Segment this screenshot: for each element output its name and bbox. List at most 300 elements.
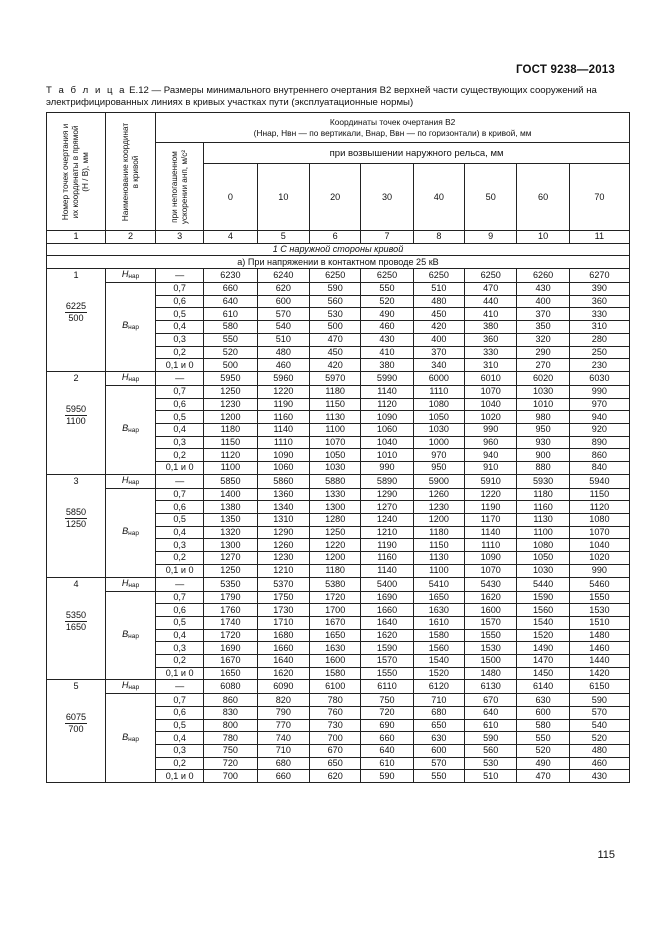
b-value: 430 [569,770,629,783]
h-label [105,371,155,385]
h-value: 6250 [310,269,361,283]
acceleration-value: 0,1 и 0 [156,462,204,475]
b-value: 1140 [257,423,309,436]
b-value: 1260 [257,539,309,552]
b-value: 790 [257,707,309,720]
acceleration-value: 0,1 и 0 [156,667,204,680]
b-value: 520 [517,745,569,758]
b-value: 1150 [569,488,629,501]
caption-label: Т а б л и ц а [46,85,127,96]
b-value: 720 [361,707,413,720]
b-value: 1460 [569,642,629,655]
b-value: 1690 [361,591,413,604]
b-value: 1050 [517,552,569,565]
h-dash: — [156,269,204,283]
b-value: 1540 [413,654,464,667]
b-value: 1100 [413,564,464,577]
b-value: 990 [361,462,413,475]
b-value: 1120 [204,449,257,462]
b-value: 1070 [465,385,517,398]
b-value: 1100 [310,423,361,436]
b-value: 500 [310,321,361,334]
b-value: 1090 [465,552,517,565]
b-subscript: нар [128,427,139,435]
column-number: 8 [413,231,464,244]
b-value: 420 [310,359,361,372]
b-value: 1200 [413,514,464,527]
h-letter: H [121,474,129,485]
h-value: 5350 [204,577,257,591]
b-value: 1750 [257,591,309,604]
acceleration-value: 0,2 [156,346,204,359]
b-value: 890 [569,436,629,449]
table-row [47,474,630,488]
b-value: 520 [204,346,257,359]
b-value: 610 [361,757,413,770]
h-value: 5910 [465,474,517,488]
b-value: 1530 [465,642,517,655]
b-value: 1230 [257,552,309,565]
b-value: 860 [569,449,629,462]
b-value: 880 [517,462,569,475]
acceleration-value: 0,6 [156,604,204,617]
b-value: 970 [413,449,464,462]
table-row [47,385,630,398]
b-value: 230 [569,359,629,372]
elevation-value: 50 [465,164,517,231]
b-value: 430 [361,333,413,346]
b-value: 750 [204,745,257,758]
acceleration-value: 0,4 [156,526,204,539]
b-value: 970 [569,398,629,411]
h-value: 6020 [517,371,569,385]
column-number: 9 [465,231,517,244]
b-value: 1700 [310,604,361,617]
b-value: 710 [413,694,464,707]
b-value: 550 [413,770,464,783]
b-value: 1040 [569,539,629,552]
b-value: 620 [310,770,361,783]
b-value: 1480 [465,667,517,680]
h-value: 6090 [257,680,309,694]
b-value: 720 [204,757,257,770]
column-number: 3 [156,231,204,244]
b-value: 950 [413,462,464,475]
b-value: 1580 [413,629,464,642]
b-value: 1270 [204,552,257,565]
b-value: 1200 [204,411,257,424]
b-value: 1300 [204,539,257,552]
b-value: 1270 [361,501,413,514]
b-value: 1630 [413,604,464,617]
b-value: 590 [465,732,517,745]
b-value: 420 [413,321,464,334]
b-value: 1130 [310,411,361,424]
h-value: 6100 [310,680,361,694]
b-value: 570 [257,308,309,321]
b-value: 580 [204,321,257,334]
b-value: 1010 [361,449,413,462]
h-subscript: нар [128,684,140,692]
h-value: 6230 [204,269,257,283]
h-value: 5900 [413,474,464,488]
b-value: 1240 [361,514,413,527]
table-row [47,269,630,283]
b-value: 1610 [413,616,464,629]
header-coordinates-line2: (Hнар, Hвн — по вертикали, Bнар, Bвн — по горизонтали) в кривой, мм [253,127,532,138]
b-value: 490 [517,757,569,770]
acceleration-value: 0,3 [156,745,204,758]
b-value: 1290 [361,488,413,501]
b-value: 1060 [361,423,413,436]
h-value: 6080 [204,680,257,694]
b-value: 1360 [257,488,309,501]
h-value: 5460 [569,577,629,591]
b-value: 540 [257,321,309,334]
b-value: 860 [204,694,257,707]
b-value: 1160 [361,552,413,565]
h-value: 6030 [569,371,629,385]
b-value: 550 [361,283,413,296]
b-subscript: нар [128,530,139,538]
table-row [47,371,630,385]
b-value: 1570 [465,616,517,629]
b-label [105,694,155,783]
b-value: 1620 [465,591,517,604]
elevation-value: 60 [517,164,569,231]
b-letter: B [122,423,129,434]
b-value: 1560 [517,604,569,617]
b-value: 1070 [569,526,629,539]
h-letter: H [121,269,129,280]
point-b: 1650 [65,621,87,632]
b-value: 510 [257,333,309,346]
acceleration-value: 0,7 [156,488,204,501]
elevation-value: 70 [569,164,629,231]
b-value: 1320 [204,526,257,539]
h-dash: — [156,577,204,591]
b-value: 530 [465,757,517,770]
b-value: 450 [413,308,464,321]
b-value: 670 [465,694,517,707]
h-value: 6150 [569,680,629,694]
h-value: 5380 [310,577,361,591]
b-value: 380 [465,321,517,334]
h-value: 6110 [361,680,413,694]
point-number: 1 [73,270,79,281]
acceleration-value: 0,1 и 0 [156,770,204,783]
column-number: 4 [204,231,257,244]
b-value: 370 [413,346,464,359]
b-value: 440 [465,295,517,308]
b-value: 1440 [569,654,629,667]
b-value: 350 [517,321,569,334]
point-b: 700 [68,724,84,735]
h-value: 5960 [257,371,309,385]
b-value: 400 [413,333,464,346]
header-coordinates-line1: Координаты точек очертания В2 [329,116,456,127]
column-number: 2 [105,231,155,244]
header-acceleration-text: при непогашенном ускорении aнп, м/с² [169,149,189,224]
h-subscript: нар [128,375,140,383]
h-letter: H [121,680,129,691]
elevation-value: 20 [310,164,361,231]
acceleration-value: 0,3 [156,642,204,655]
header-coord-name-text: Наименование координат в кривой [120,122,140,221]
b-value: 1080 [569,514,629,527]
b-value: 1030 [310,462,361,475]
b-value: 990 [465,423,517,436]
table-row [47,680,630,694]
acceleration-value: 0,5 [156,308,204,321]
b-value: 1690 [204,642,257,655]
h-value: 5950 [204,371,257,385]
b-value: 640 [204,295,257,308]
header-point-number-text: Номер точек очертания и их координаты в прямой (H / B), мм [60,123,90,220]
b-value: 1190 [465,501,517,514]
b-value: 1600 [465,604,517,617]
b-value: 550 [517,732,569,745]
caption-text: Е.12 — Размеры минимального внутреннего очертания В2 верхней части существующих сооружений на электрифицированных линиях в кривых участках пути (эксплуатационные нормы) [46,85,597,108]
b-value: 1790 [204,591,257,604]
point-h: 5350 [65,609,87,620]
b-value: 1500 [465,654,517,667]
point-h: 5850 [65,506,87,517]
point-coordinates [65,301,87,324]
point-number: 5 [73,681,79,692]
b-value: 710 [257,745,309,758]
point-h: 6075 [65,712,87,723]
column-number: 1 [47,231,106,244]
acceleration-value: 0,2 [156,757,204,770]
b-value: 520 [569,732,629,745]
b-value: 280 [569,333,629,346]
h-subscript: нар [128,478,140,486]
b-value: 1120 [361,398,413,411]
point-b: 1100 [66,415,86,426]
b-value: 1010 [517,398,569,411]
b-value: 1140 [465,526,517,539]
b-value: 1670 [310,616,361,629]
b-value: 1070 [465,564,517,577]
b-value: 1660 [257,642,309,655]
b-value: 660 [257,770,309,783]
b-value: 470 [517,770,569,783]
b-value: 1170 [465,514,517,527]
elevation-value: 40 [413,164,464,231]
acceleration-value: 0,5 [156,411,204,424]
b-value: 1210 [361,526,413,539]
b-value: 290 [517,346,569,359]
b-value: 1100 [204,462,257,475]
elevation-value: 30 [361,164,413,231]
header-coordinates [156,113,630,143]
h-value: 5440 [517,577,569,591]
h-value: 5890 [361,474,413,488]
b-value: 460 [361,321,413,334]
h-value: 6120 [413,680,464,694]
acceleration-value: 0,6 [156,295,204,308]
acceleration-value: 0,5 [156,514,204,527]
b-value: 390 [569,283,629,296]
b-value: 1340 [257,501,309,514]
b-value: 700 [310,732,361,745]
b-value: 1220 [257,385,309,398]
b-value: 360 [465,333,517,346]
point-cell [47,577,106,680]
acceleration-value: 0,7 [156,591,204,604]
column-number: 5 [257,231,309,244]
b-value: 600 [413,745,464,758]
b-value: 340 [413,359,464,372]
b-value: 1600 [310,654,361,667]
point-coordinates [65,610,87,633]
point-h: 6225 [65,301,87,312]
column-number: 7 [361,231,413,244]
b-value: 1120 [569,501,629,514]
b-value: 1250 [310,526,361,539]
b-value: 480 [569,745,629,758]
h-dash: — [156,474,204,488]
b-value: 1300 [310,501,361,514]
b-value: 1190 [257,398,309,411]
table-row [47,488,630,501]
b-value: 630 [413,732,464,745]
page-number: 115 [597,849,615,861]
h-value: 6250 [465,269,517,283]
b-value: 1560 [413,642,464,655]
acceleration-value: 0,6 [156,501,204,514]
h-value: 5990 [361,371,413,385]
table-row [47,283,630,296]
b-value: 1550 [465,629,517,642]
h-value: 5940 [569,474,629,488]
b-value: 1080 [413,398,464,411]
point-coordinates [65,507,87,530]
b-value: 1030 [413,423,464,436]
header-coord-name [105,113,155,231]
point-cell [47,371,106,474]
b-value: 1720 [204,629,257,642]
elevation-value: 10 [257,164,309,231]
b-value: 1380 [204,501,257,514]
b-value: 1670 [204,654,257,667]
b-value: 590 [569,694,629,707]
b-value: 1000 [413,436,464,449]
b-letter: B [122,526,129,537]
b-value: 1290 [257,526,309,539]
b-value: 320 [517,333,569,346]
b-letter: B [122,628,129,639]
h-value: 6260 [517,269,569,283]
standard-code: ГОСТ 9238—2013 [515,64,615,76]
column-number: 11 [569,231,629,244]
b-value: 1200 [310,552,361,565]
h-value: 6130 [465,680,517,694]
b-value: 1030 [517,385,569,398]
b-value: 1220 [465,488,517,501]
acceleration-value: 0,1 и 0 [156,564,204,577]
table-row [47,694,630,707]
b-value: 650 [413,719,464,732]
b-value: 610 [465,719,517,732]
acceleration-value: 0,2 [156,552,204,565]
h-value: 6140 [517,680,569,694]
b-value: 1110 [257,436,309,449]
b-value: 1230 [413,501,464,514]
b-value: 1280 [310,514,361,527]
b-value: 1640 [257,654,309,667]
point-h: 5950 [65,403,87,414]
b-value: 750 [361,694,413,707]
h-value: 5400 [361,577,413,591]
b-value: 780 [204,732,257,745]
b-value: 610 [204,308,257,321]
b-value: 680 [413,707,464,720]
b-value: 780 [310,694,361,707]
point-number: 4 [73,578,79,589]
h-value: 5410 [413,577,464,591]
b-value: 730 [310,719,361,732]
b-value: 1590 [517,591,569,604]
b-subscript: нар [128,324,139,332]
b-value: 1180 [204,423,257,436]
b-value: 370 [517,308,569,321]
h-value: 6270 [569,269,629,283]
h-label [105,269,155,283]
b-value: 560 [465,745,517,758]
point-coordinates [65,712,87,735]
b-value: 920 [569,423,629,436]
b-value: 1180 [310,564,361,577]
b-value: 740 [257,732,309,745]
acceleration-value: 0,3 [156,539,204,552]
h-value: 6250 [361,269,413,283]
b-value: 940 [465,449,517,462]
b-value: 1520 [517,629,569,642]
acceleration-value: 0,4 [156,423,204,436]
b-value: 1150 [413,539,464,552]
b-value: 330 [465,346,517,359]
b-value: 660 [204,283,257,296]
b-value: 590 [310,283,361,296]
h-value: 6240 [257,269,309,283]
b-value: 1040 [361,436,413,449]
b-value: 1130 [413,552,464,565]
b-value: 460 [569,757,629,770]
b-value: 660 [361,732,413,745]
b-value: 770 [257,719,309,732]
header-elevation: при возвышении наружного рельса, мм [204,143,630,164]
point-coordinates [65,404,87,427]
b-value: 1580 [310,667,361,680]
h-value: 5430 [465,577,517,591]
b-value: 1220 [310,539,361,552]
b-value: 700 [204,770,257,783]
b-value: 1570 [361,654,413,667]
h-value: 5970 [310,371,361,385]
b-value: 840 [569,462,629,475]
b-value: 310 [465,359,517,372]
h-letter: H [121,577,129,588]
acceleration-value: 0,2 [156,449,204,462]
b-value: 640 [361,745,413,758]
h-label [105,474,155,488]
header-point-number [47,113,106,231]
acceleration-value: 0,1 и 0 [156,359,204,372]
b-value: 1520 [413,667,464,680]
b-value: 520 [361,295,413,308]
